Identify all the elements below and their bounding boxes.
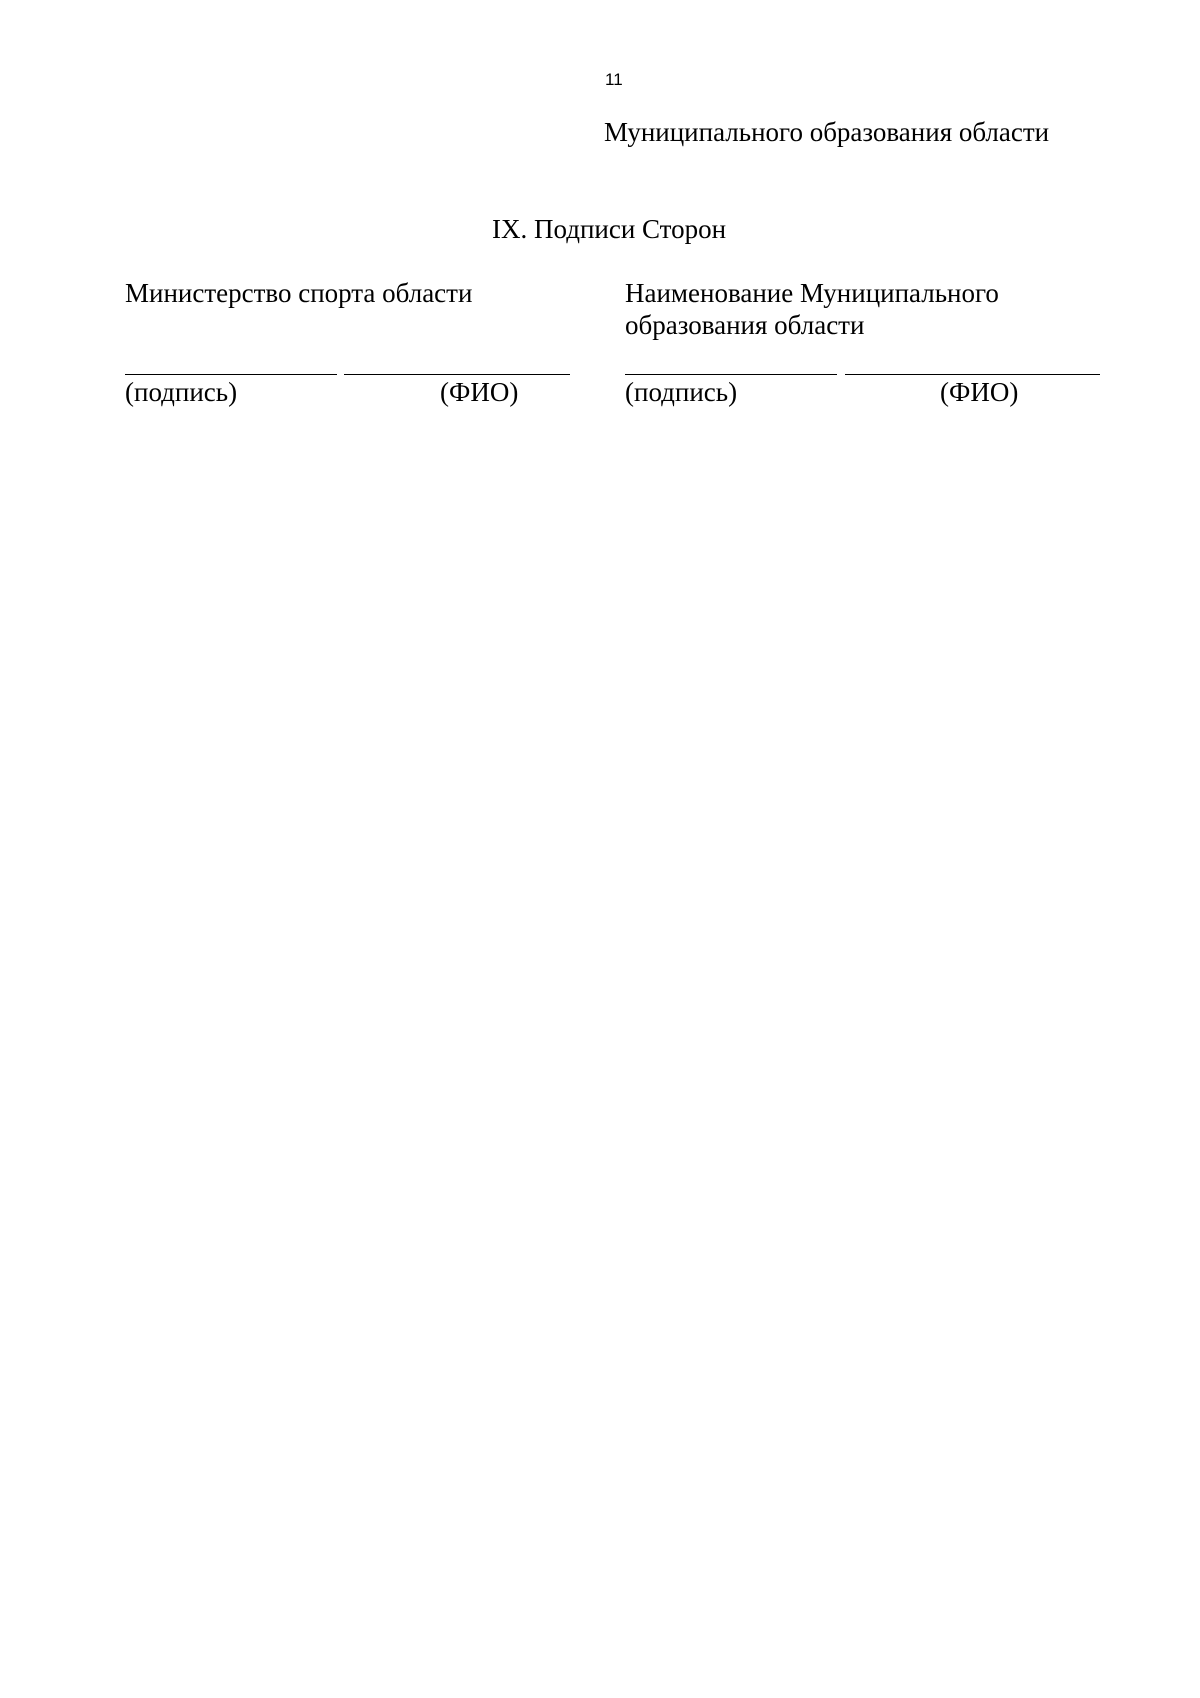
right-signature-caption: (подпись) xyxy=(625,377,738,407)
section-title: IX. Подписи Сторон xyxy=(492,214,727,244)
left-fullname-line xyxy=(344,374,570,375)
page-number: 11 xyxy=(605,70,623,89)
left-party-name: Министерство спорта области xyxy=(125,278,473,308)
right-signature-line xyxy=(625,374,837,375)
left-signature-line xyxy=(125,374,337,375)
left-fullname-caption: (ФИО) xyxy=(440,377,519,407)
previous-text-line: Муниципального образования области xyxy=(604,117,1050,147)
right-fullname-caption: (ФИО) xyxy=(940,377,1019,407)
left-signature-caption: (подпись) xyxy=(125,377,238,407)
right-party-name: Наименование Муниципального образования области xyxy=(625,278,999,340)
right-fullname-line xyxy=(845,374,1100,375)
